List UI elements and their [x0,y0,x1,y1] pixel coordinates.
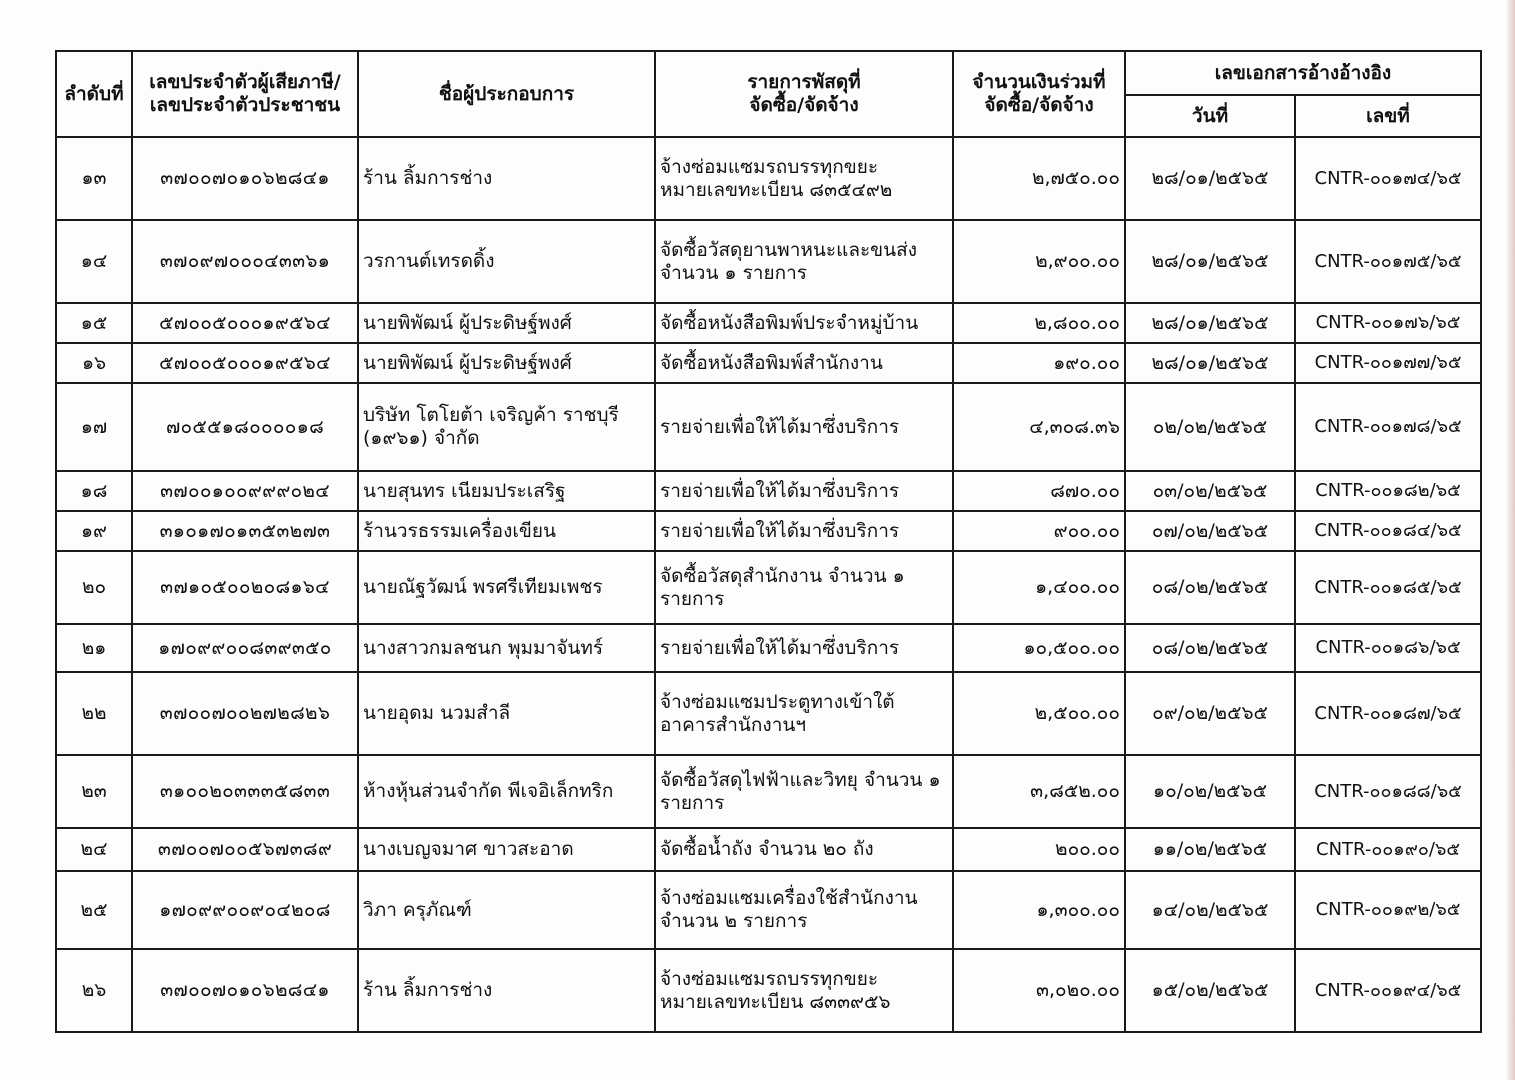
amount-cell: ๑๐,๕๐๐.๐๐ [953,624,1125,672]
table-row [56,303,1481,343]
table-row [56,471,1481,511]
amount-cell: ๒,๕๐๐.๐๐ [953,672,1125,755]
scan-edge [1507,0,1515,1080]
ref-date-cell: ๒๘/๐๑/๒๕๖๕ [1125,220,1295,303]
vendor-name-cell: ร้านวรธรรมเครื่องเขียน [358,511,655,551]
amount-cell: ๒,๘๐๐.๐๐ [953,303,1125,343]
item-description-cell: จัดซื้อน้ำถัง จำนวน ๒๐ ถัง [655,828,953,871]
table-row [56,672,1481,755]
vendor-name-cell: นายณัฐวัฒน์ พรศรีเทียมเพชร [358,551,655,624]
ref-number-cell: CNTR-๐๐๑๗๘/๖๕ [1295,383,1481,471]
row-number-cell: ๑๘ [56,471,132,511]
vendor-name-cell: นายอุดม นวมสำลี [358,672,655,755]
vendor-name-cell: ร้าน ลิ้มการช่าง [358,137,655,220]
row-number-cell: ๑๗ [56,383,132,471]
ref-number-cell: CNTR-๐๐๑๗๕/๖๕ [1295,220,1481,303]
table-body [56,137,1481,1032]
item-description-cell: จ้างซ่อมแซมรถบรรทุกขยะ หมายเลขทะเบียน ๘๓๓๙๕๖ [655,949,953,1032]
item-description-cell: จัดซื้อวัสดุยานพาหนะและขนส่ง จำนวน ๑ รายการ [655,220,953,303]
table-row [56,220,1481,303]
row-number-cell: ๒๓ [56,755,132,828]
ref-date-cell: ๐๘/๐๒/๒๕๖๕ [1125,624,1295,672]
row-number-cell: ๑๖ [56,343,132,383]
tax-id-cell: ๕๗๐๐๕๐๐๐๑๙๕๖๔ [132,343,358,383]
tax-id-cell: ๓๗๐๐๗๐๑๐๖๒๘๔๑ [132,949,358,1032]
ref-number-cell: CNTR-๐๐๑๗๗/๖๕ [1295,343,1481,383]
tax-id-cell: ๓๗๐๐๗๐๐๒๗๒๘๒๖ [132,672,358,755]
item-description-cell: จัดซื้อหนังสือพิมพ์สำนักงาน [655,343,953,383]
ref-date-cell: ๐๒/๐๒/๒๕๖๕ [1125,383,1295,471]
ref-date-cell: ๐๓/๐๒/๒๕๖๕ [1125,471,1295,511]
ref-date-cell: ๑๕/๐๒/๒๕๖๕ [1125,949,1295,1032]
row-number-cell: ๑๕ [56,303,132,343]
header-item [655,51,953,137]
ref-number-cell: CNTR-๐๐๑๘๖/๖๕ [1295,624,1481,672]
tax-id-cell: ๓๗๐๙๗๐๐๐๔๓๓๖๑ [132,220,358,303]
header-amount-line1: จำนวนเงินร่วมที่ [972,71,1106,94]
row-number-cell: ๒๖ [56,949,132,1032]
row-number-cell: ๑๙ [56,511,132,551]
header-no: ลำดับที่ [56,51,132,137]
amount-cell: ๑,๔๐๐.๐๐ [953,551,1125,624]
item-description-cell: รายจ่ายเพื่อให้ได้มาซึ่งบริการ [655,383,953,471]
amount-cell: ๓,๘๕๒.๐๐ [953,755,1125,828]
header-ref-date: วันที่ [1125,95,1295,137]
header-ref-group: เลขเอกสารอ้างอ้างอิง [1125,51,1481,95]
table-row [56,137,1481,220]
amount-cell: ๔,๓๐๘.๓๖ [953,383,1125,471]
item-description-cell: จัดซื้อวัสดุสำนักงาน จำนวน ๑ รายการ [655,551,953,624]
vendor-name-cell: วรกานต์เทรดดิ้ง [358,220,655,303]
table-row [56,511,1481,551]
tax-id-cell: ๕๗๐๐๕๐๐๐๑๙๕๖๔ [132,303,358,343]
header-tax-id [132,51,358,137]
vendor-name-cell: บริษัท โตโยต้า เจริญค้า ราชบุรี (๑๙๖๑) จำกัด [358,383,655,471]
tax-id-cell: ๓๗๐๐๑๐๐๙๙๙๐๒๔ [132,471,358,511]
header-ref-no: เลขที่ [1295,95,1481,137]
item-description-cell: จัดซื้อวัสดุไฟฟ้าและวิทยุ จำนวน ๑ รายการ [655,755,953,828]
item-description-cell: จ้างซ่อมแซมรถบรรทุกขยะ หมายเลขทะเบียน ๘๓๕๔๙๒ [655,137,953,220]
vendor-name-cell: ร้าน ลิ้มการช่าง [358,949,655,1032]
ref-date-cell: ๐๙/๐๒/๒๕๖๕ [1125,672,1295,755]
vendor-name-cell: วิภา ครุภัณฑ์ [358,871,655,949]
ref-date-cell: ๒๘/๐๑/๒๕๖๕ [1125,137,1295,220]
vendor-name-cell: นายสุนทร เนียมประเสริฐ [358,471,655,511]
amount-cell: ๒,๙๐๐.๐๐ [953,220,1125,303]
tax-id-cell: ๑๗๐๙๙๐๐๙๐๔๒๐๘ [132,871,358,949]
vendor-name-cell: นางสาวกมลชนก พุมมาจันทร์ [358,624,655,672]
header-tax-id-line1: เลขประจำตัวผู้เสียภาษี/ [149,71,341,94]
amount-cell: ๑,๓๐๐.๐๐ [953,871,1125,949]
item-description-cell: รายจ่ายเพื่อให้ได้มาซึ่งบริการ [655,624,953,672]
item-description-cell: จ้างซ่อมแซมประตูทางเข้าใต้ อาคารสำนักงานฯ [655,672,953,755]
vendor-name-cell: นางเบญจมาศ ขาวสะอาด [358,828,655,871]
tax-id-cell: ๓๑๐๐๒๐๓๓๓๕๘๓๓ [132,755,358,828]
row-number-cell: ๒๐ [56,551,132,624]
row-number-cell: ๒๑ [56,624,132,672]
ref-number-cell: CNTR-๐๐๑๙๐/๖๕ [1295,828,1481,871]
ref-number-cell: CNTR-๐๐๑๘๔/๖๕ [1295,511,1481,551]
table-row [56,551,1481,624]
tax-id-cell: ๓๗๐๐๗๐๐๕๖๗๓๘๙ [132,828,358,871]
amount-cell: ๓,๐๒๐.๐๐ [953,949,1125,1032]
tax-id-cell: ๓๗๑๐๕๐๐๒๐๘๑๖๔ [132,551,358,624]
ref-number-cell: CNTR-๐๐๑๘๕/๖๕ [1295,551,1481,624]
header-amount [953,51,1125,137]
procurement-table [55,50,1482,1033]
ref-date-cell: ๑๔/๐๒/๒๕๖๕ [1125,871,1295,949]
row-number-cell: ๒๒ [56,672,132,755]
ref-number-cell: CNTR-๐๐๑๙๔/๖๕ [1295,949,1481,1032]
item-description-cell: รายจ่ายเพื่อให้ได้มาซึ่งบริการ [655,471,953,511]
table-row [56,871,1481,949]
ref-number-cell: CNTR-๐๐๑๙๒/๖๕ [1295,871,1481,949]
ref-date-cell: ๑๑/๐๒/๒๕๖๕ [1125,828,1295,871]
table-header [56,51,1481,137]
row-number-cell: ๒๔ [56,828,132,871]
amount-cell: ๘๗๐.๐๐ [953,471,1125,511]
row-number-cell: ๒๕ [56,871,132,949]
tax-id-cell: ๗๐๕๕๑๘๐๐๐๐๑๘ [132,383,358,471]
amount-cell: ๑๙๐.๐๐ [953,343,1125,383]
amount-cell: ๙๐๐.๐๐ [953,511,1125,551]
table-row [56,624,1481,672]
table-row [56,828,1481,871]
ref-date-cell: ๐๘/๐๒/๒๕๖๕ [1125,551,1295,624]
ref-number-cell: CNTR-๐๐๑๗๔/๖๕ [1295,137,1481,220]
header-vendor: ชื่อผู้ประกอบการ [358,51,655,137]
amount-cell: ๒๐๐.๐๐ [953,828,1125,871]
tax-id-cell: ๓๑๐๑๗๐๑๓๕๓๒๗๓ [132,511,358,551]
ref-date-cell: ๒๘/๐๑/๒๕๖๕ [1125,343,1295,383]
ref-number-cell: CNTR-๐๐๑๘๘/๖๕ [1295,755,1481,828]
item-description-cell: จัดซื้อหนังสือพิมพ์ประจำหมู่บ้าน [655,303,953,343]
table-row [56,343,1481,383]
header-item-line2: จัดซื้อ/จัดจ้าง [749,94,859,116]
row-number-cell: ๑๔ [56,220,132,303]
table-row [56,383,1481,471]
tax-id-cell: ๓๗๐๐๗๐๑๐๖๒๘๔๑ [132,137,358,220]
table-row [56,755,1481,828]
header-amount-line2: จัดซื้อ/จัดจ้าง [984,94,1094,116]
amount-cell: ๒,๗๕๐.๐๐ [953,137,1125,220]
item-description-cell: จ้างซ่อมแซมเครื่องใช้สำนักงาน จำนวน ๒ รายการ [655,871,953,949]
item-description-cell: รายจ่ายเพื่อให้ได้มาซึ่งบริการ [655,511,953,551]
table-row [56,949,1481,1032]
ref-date-cell: ๐๗/๐๒/๒๕๖๕ [1125,511,1295,551]
ref-date-cell: ๒๘/๐๑/๒๕๖๕ [1125,303,1295,343]
ref-number-cell: CNTR-๐๐๑๘๒/๖๕ [1295,471,1481,511]
header-item-line1: รายการพัสดุที่ [747,71,861,94]
vendor-name-cell: ห้างหุ้นส่วนจำกัด พีเจอิเล็กทริก [358,755,655,828]
ref-number-cell: CNTR-๐๐๑๗๖/๖๕ [1295,303,1481,343]
ref-number-cell: CNTR-๐๐๑๘๗/๖๕ [1295,672,1481,755]
vendor-name-cell: นายพิพัฒน์ ผู้ประดิษฐ์พงศ์ [358,303,655,343]
row-number-cell: ๑๓ [56,137,132,220]
vendor-name-cell: นายพิพัฒน์ ผู้ประดิษฐ์พงศ์ [358,343,655,383]
ref-date-cell: ๑๐/๐๒/๒๕๖๕ [1125,755,1295,828]
header-tax-id-line2: เลขประจำตัวประชาชน [149,94,341,116]
tax-id-cell: ๑๗๐๙๙๐๐๘๓๙๓๕๐ [132,624,358,672]
